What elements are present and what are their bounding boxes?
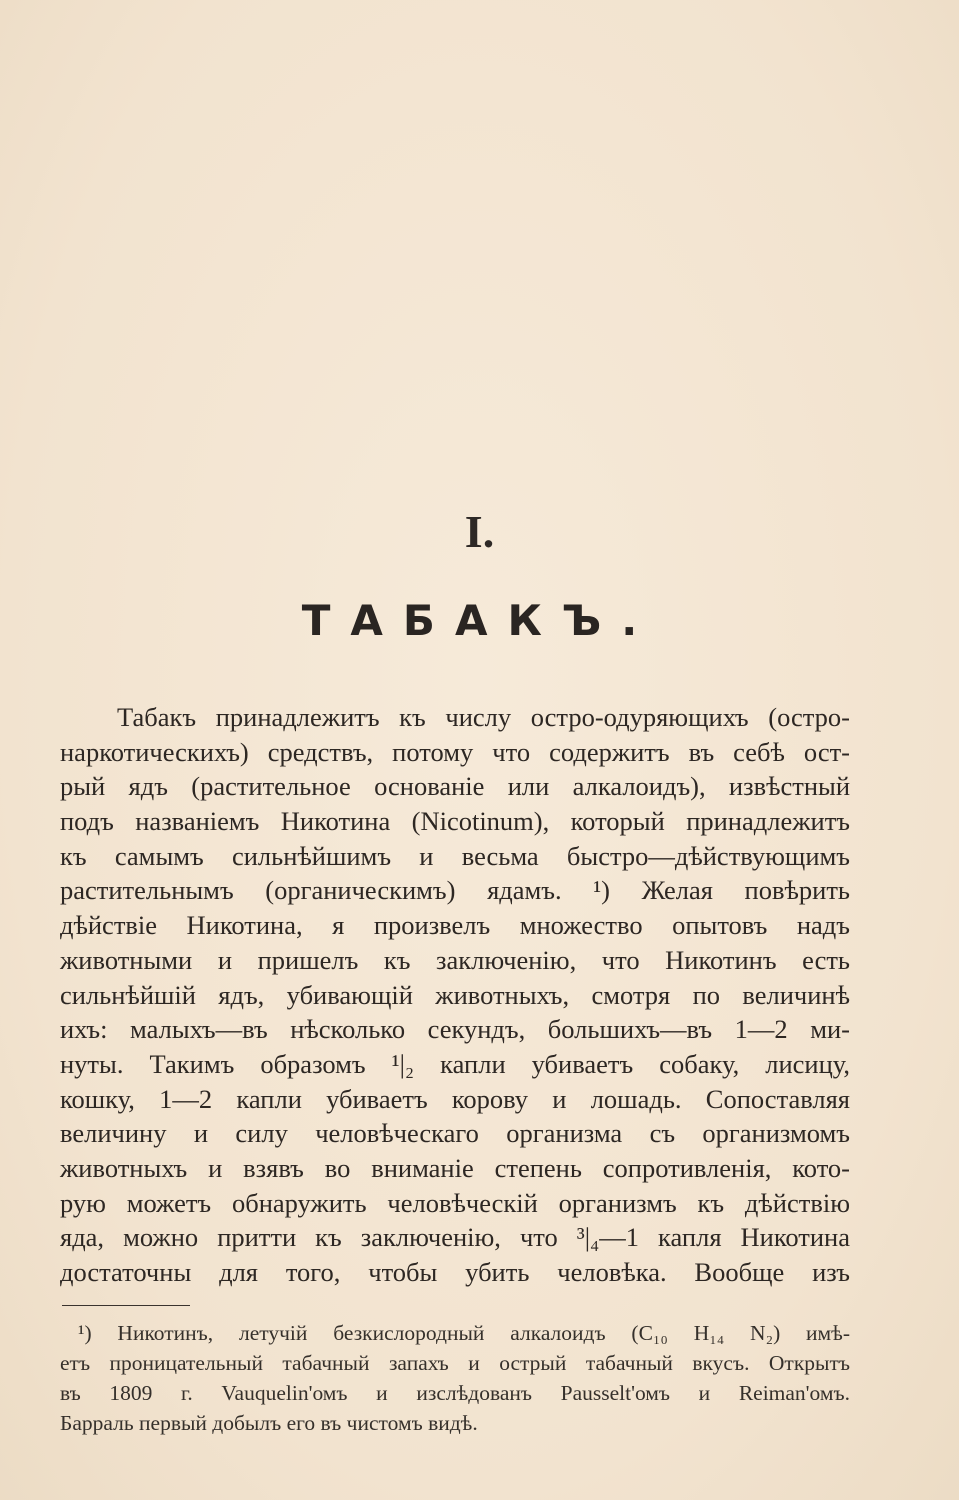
- body-line: животныхъ и взявъ во вниманіе степень сопротивленія, кото-: [60, 1152, 850, 1183]
- footnote-line: ¹) Никотинъ, летучій безкислородный алкалоидъ (C₁₀ H₁₄ N₂) имѣ-: [78, 1321, 850, 1345]
- footnote-line: етъ проницательный табачный запахъ и острый табачный вкусъ. Открытъ: [60, 1351, 850, 1375]
- footnote-line: въ 1809 г. Vauquelin'омъ и изслѣдованъ Pausselt'омъ и Reiman'омъ.: [60, 1381, 850, 1405]
- footnote: [60, 1318, 850, 1438]
- body-line: кошку, 1—2 капли убиваетъ корову и лошадь. Сопоставляя: [60, 1083, 850, 1114]
- body-line: дѣйствіе Никотина, я произвелъ множество опытовъ надъ: [60, 910, 850, 941]
- body-line: Табакъ принадлежитъ къ числу остро-одуряющихъ (остро-: [117, 702, 850, 732]
- body-paragraph: [60, 700, 850, 1290]
- body-line: къ самымъ сильнѣйшимъ и весьма быстро—дѣйствующимъ: [60, 840, 850, 871]
- body-line: растительнымъ (органическимъ) ядамъ. ¹) Желая повѣрить: [60, 875, 850, 906]
- body-line: яда, можно притти къ заключенію, что ³|₄—1 капля Никотина: [60, 1222, 850, 1253]
- body-line: рую можетъ обнаружить человѣческій организмъ къ дѣйствію: [60, 1187, 850, 1218]
- body-line: подъ названіемъ Никотина (Nicotinum), который принадлежитъ: [60, 806, 850, 837]
- body-line: наркотическихъ) средствъ, потому что содержитъ въ себѣ ост-: [60, 736, 850, 767]
- body-line: рый ядъ (растительное основаніе или алкалоидъ), извѣстный: [60, 771, 850, 802]
- body-line: нуты. Такимъ образомъ ¹|₂ капли убиваетъ собаку, лисицу,: [60, 1048, 850, 1079]
- body-line: достаточны для того, чтобы убить человѣка. Вообще изъ: [60, 1257, 850, 1287]
- chapter-number: I.: [464, 506, 495, 557]
- footnote-divider: [62, 1305, 190, 1306]
- chapter-title: ТАБАКЪ.: [301, 596, 658, 645]
- body-line: величину и силу человѣческаго организма съ организмомъ: [60, 1118, 850, 1149]
- body-line: сильнѣйшій ядъ, убивающій животныхъ, смотря по величинѣ: [60, 979, 850, 1010]
- body-line: ихъ: малыхъ—въ нѣсколько секундъ, большихъ—въ 1—2 ми-: [60, 1014, 850, 1045]
- footnote-line: Барраль первый добылъ его въ чистомъ видѣ.: [60, 1411, 478, 1435]
- body-line: животными и пришелъ къ заключенію, что Никотинъ есть: [60, 944, 850, 975]
